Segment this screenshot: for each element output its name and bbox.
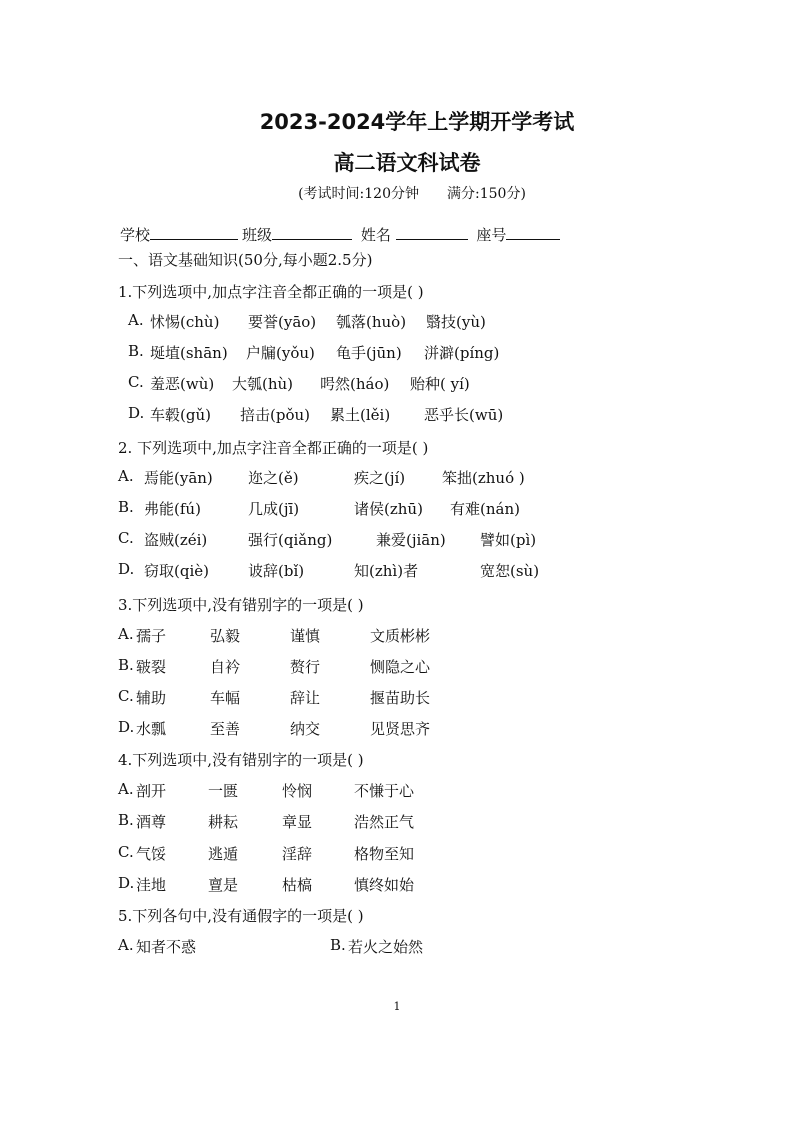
option-label: C. <box>118 843 134 861</box>
option-item: 翳技(yù) <box>426 313 486 331</box>
option-item: 水瓢 <box>136 720 167 738</box>
option-item: 大瓠(hù) <box>232 375 294 393</box>
seat-label: 座号 <box>476 226 507 244</box>
option-item: 累土(lěi) <box>330 406 391 424</box>
school-blank[interactable] <box>150 223 238 240</box>
option-item: 知(zhì)者 <box>354 562 419 580</box>
option-item: 淫辞 <box>282 845 313 863</box>
option-label: A. <box>128 311 144 329</box>
full-score: 满分:150分) <box>447 186 526 202</box>
option-item: 车幅 <box>210 689 241 707</box>
option-item: 慎终如始 <box>354 876 415 894</box>
option-item: 羞恶(wù) <box>150 375 215 393</box>
option-item: 亶是 <box>208 876 239 894</box>
option-label: B. <box>118 498 134 516</box>
option-item: 户牖(yǒu) <box>246 344 315 362</box>
exam-time: (考试时间:120分钟 <box>298 186 419 202</box>
option-item: 怜悯 <box>282 782 313 800</box>
class-blank[interactable] <box>272 223 352 240</box>
option-item: 气馁 <box>136 845 167 863</box>
name-blank[interactable] <box>396 223 468 240</box>
option-label: B. <box>118 656 134 674</box>
option-item: 迩之(ě) <box>248 469 299 487</box>
option-item: 恶乎长(wū) <box>424 406 504 424</box>
option-item: 枯槁 <box>282 876 313 894</box>
option-item: 浩然正气 <box>354 813 415 831</box>
option-item: 诸侯(zhū) <box>354 500 423 518</box>
option-item: 皲裂 <box>136 658 167 676</box>
option-item: 章显 <box>282 813 313 831</box>
option-label: D. <box>118 560 135 578</box>
option-item: 兼爱(jiān) <box>376 531 446 549</box>
option-label: D. <box>118 718 135 736</box>
option-item: 逃遁 <box>208 845 239 863</box>
student-info-row <box>120 223 564 245</box>
question-5-stem: 5.下列各句中,没有通假字的一项是( ) <box>118 907 364 925</box>
option-item: 诐辞(bǐ) <box>248 562 305 580</box>
option-label: D. <box>128 404 145 422</box>
option-item: 洼地 <box>136 876 167 894</box>
option-item: 弗能(fú) <box>144 500 201 518</box>
option-item: 龟手(jūn) <box>336 344 402 362</box>
option-item: 宽恕(sù) <box>480 562 540 580</box>
page-number: 1 <box>393 1000 401 1013</box>
option-item: 怵惕(chù) <box>150 313 220 331</box>
option-item: 焉能(yān) <box>144 469 213 487</box>
option-item: 埏埴(shān) <box>150 344 228 362</box>
option-item: 瓠落(huò) <box>336 313 407 331</box>
option-item: 譬如(pì) <box>480 531 537 549</box>
option-item: 弘毅 <box>210 627 241 645</box>
option-item: 不慊于心 <box>354 782 415 800</box>
class-label: 班级 <box>242 226 273 244</box>
option-item: 文质彬彬 <box>370 627 431 645</box>
option-item: 揠苗助长 <box>370 689 431 707</box>
option-item: 辅助 <box>136 689 167 707</box>
option-item: 强行(qiǎng) <box>248 531 333 549</box>
option-item: 见贤思齐 <box>370 720 431 738</box>
option-item: 谨慎 <box>290 627 321 645</box>
option-item: 要誉(yāo) <box>248 313 317 331</box>
question-2-stem: 2. 下列选项中,加点字注音全都正确的一项是( ) <box>118 439 429 457</box>
exam-info <box>0 183 794 203</box>
option-item: 贻种( yí) <box>410 375 470 393</box>
option-item: 笨拙(zhuó ) <box>442 469 525 487</box>
option-item: 窃取(qiè) <box>144 562 209 580</box>
option-item: 自衿 <box>210 658 241 676</box>
option-item: 辞让 <box>290 689 321 707</box>
option-item: 纳交 <box>290 720 321 738</box>
option-item: 几成(jī) <box>248 500 300 518</box>
option-label: B. <box>118 811 134 829</box>
option-label: C. <box>118 687 134 705</box>
option-label: A. <box>118 780 134 798</box>
option-item: 呺然(háo) <box>320 375 390 393</box>
exam-subtitle: 高二语文科试卷 <box>333 151 481 175</box>
option-item: 车毂(gǔ) <box>150 406 211 424</box>
option-label: C. <box>118 529 134 547</box>
option-item: 孺子 <box>136 627 167 645</box>
option-item: 洴澼(píng) <box>424 344 500 362</box>
option-item: 盗贼(zéi) <box>144 531 208 549</box>
option-item: 耕耘 <box>208 813 239 831</box>
option-label: A. <box>118 625 134 643</box>
option-text: 知者不惑 <box>136 938 197 956</box>
question-1-stem: 1.下列选项中,加点字注音全都正确的一项是( ) <box>118 283 424 301</box>
name-label: 姓名 <box>360 226 391 244</box>
option-item: 酒尊 <box>136 813 167 831</box>
option-item: 至善 <box>210 720 241 738</box>
question-4-stem: 4.下列选项中,没有错别字的一项是( ) <box>118 751 364 769</box>
question-3-stem: 3.下列选项中,没有错别字的一项是( ) <box>118 596 364 614</box>
option-item: 疾之(jí) <box>354 469 406 487</box>
option-item: 剖开 <box>136 782 167 800</box>
school-label: 学校 <box>120 226 151 244</box>
option-item: 掊击(pǒu) <box>240 406 310 424</box>
exam-title: 2023-2024学年上学期开学考试 <box>259 110 575 134</box>
option-item: 赘行 <box>290 658 321 676</box>
option-label: A. <box>118 467 134 485</box>
seat-blank[interactable] <box>506 223 560 240</box>
option-item: 一匮 <box>208 782 239 800</box>
option-label: B. <box>330 936 346 954</box>
option-label: D. <box>118 874 135 892</box>
option-label: B. <box>128 342 144 360</box>
section-heading: 一、语文基础知识(50分,每小题2.5分) <box>118 251 373 269</box>
option-text: 若火之始然 <box>348 938 424 956</box>
option-item: 恻隐之心 <box>370 658 431 676</box>
option-item: 有难(nán) <box>450 500 520 518</box>
option-label: A. <box>118 936 134 954</box>
option-label: C. <box>128 373 144 391</box>
option-item: 格物至知 <box>354 845 415 863</box>
